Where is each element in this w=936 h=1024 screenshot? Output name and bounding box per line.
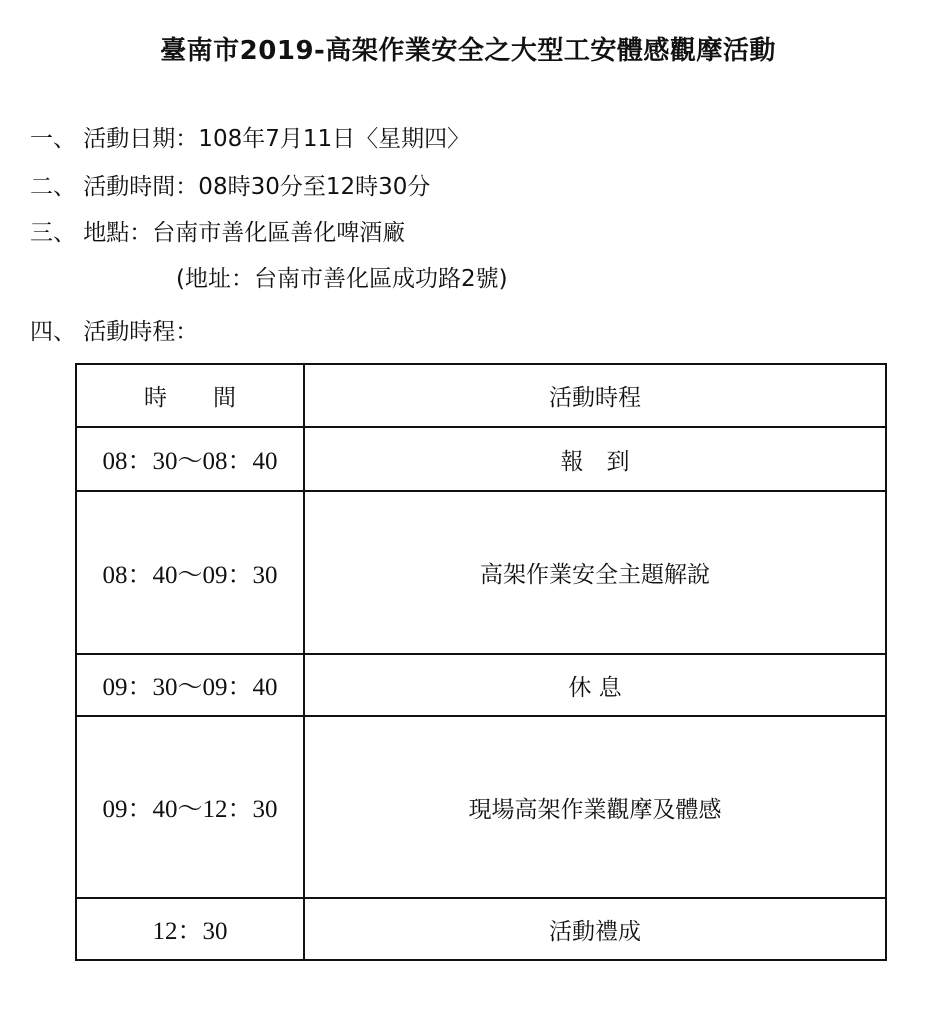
row-activity: 高架作業安全主題解說 (304, 491, 886, 654)
row-time: 08：40～09：30 (76, 491, 304, 654)
row-time: 09：40～12：30 (76, 716, 304, 898)
header-activity: 活動時程 (304, 364, 886, 427)
schedule-table (75, 363, 887, 961)
info-location-text: 三、 地點：台南市善化區善化啤酒廠 (30, 220, 406, 246)
row-time: 12：30 (76, 898, 304, 960)
table-row (76, 427, 886, 491)
document-title: 臺南市2019-高架作業安全之大型工安體感觀摩活動 (160, 36, 776, 66)
info-event-time-text: 二、 活動時間：08時30分至12時30分 (30, 174, 431, 200)
table-row (76, 654, 886, 716)
row-time: 08：30～08：40 (76, 427, 304, 491)
info-schedule-heading-text: 四、 活動時程： (30, 319, 199, 345)
row-activity: 休 息 (304, 654, 886, 716)
schedule-header-row (76, 364, 886, 427)
row-activity: 活動禮成 (304, 898, 886, 960)
info-location (30, 214, 405, 247)
info-address (176, 260, 508, 293)
info-event-time (30, 168, 430, 201)
row-activity: 報 到 (304, 427, 886, 491)
info-event-date-text: 一、 活動日期：108年7月11日〈星期四〉 (30, 126, 471, 152)
header-time: 時 間 (76, 364, 304, 427)
info-event-date (30, 120, 470, 153)
info-schedule-heading (30, 313, 198, 346)
table-row (76, 491, 886, 654)
row-time: 09：30～09：40 (76, 654, 304, 716)
row-activity: 現場高架作業觀摩及體感 (304, 716, 886, 898)
table-row (76, 898, 886, 960)
table-row (76, 716, 886, 898)
info-address-text: (地址：台南市善化區成功路2號) (176, 266, 508, 292)
